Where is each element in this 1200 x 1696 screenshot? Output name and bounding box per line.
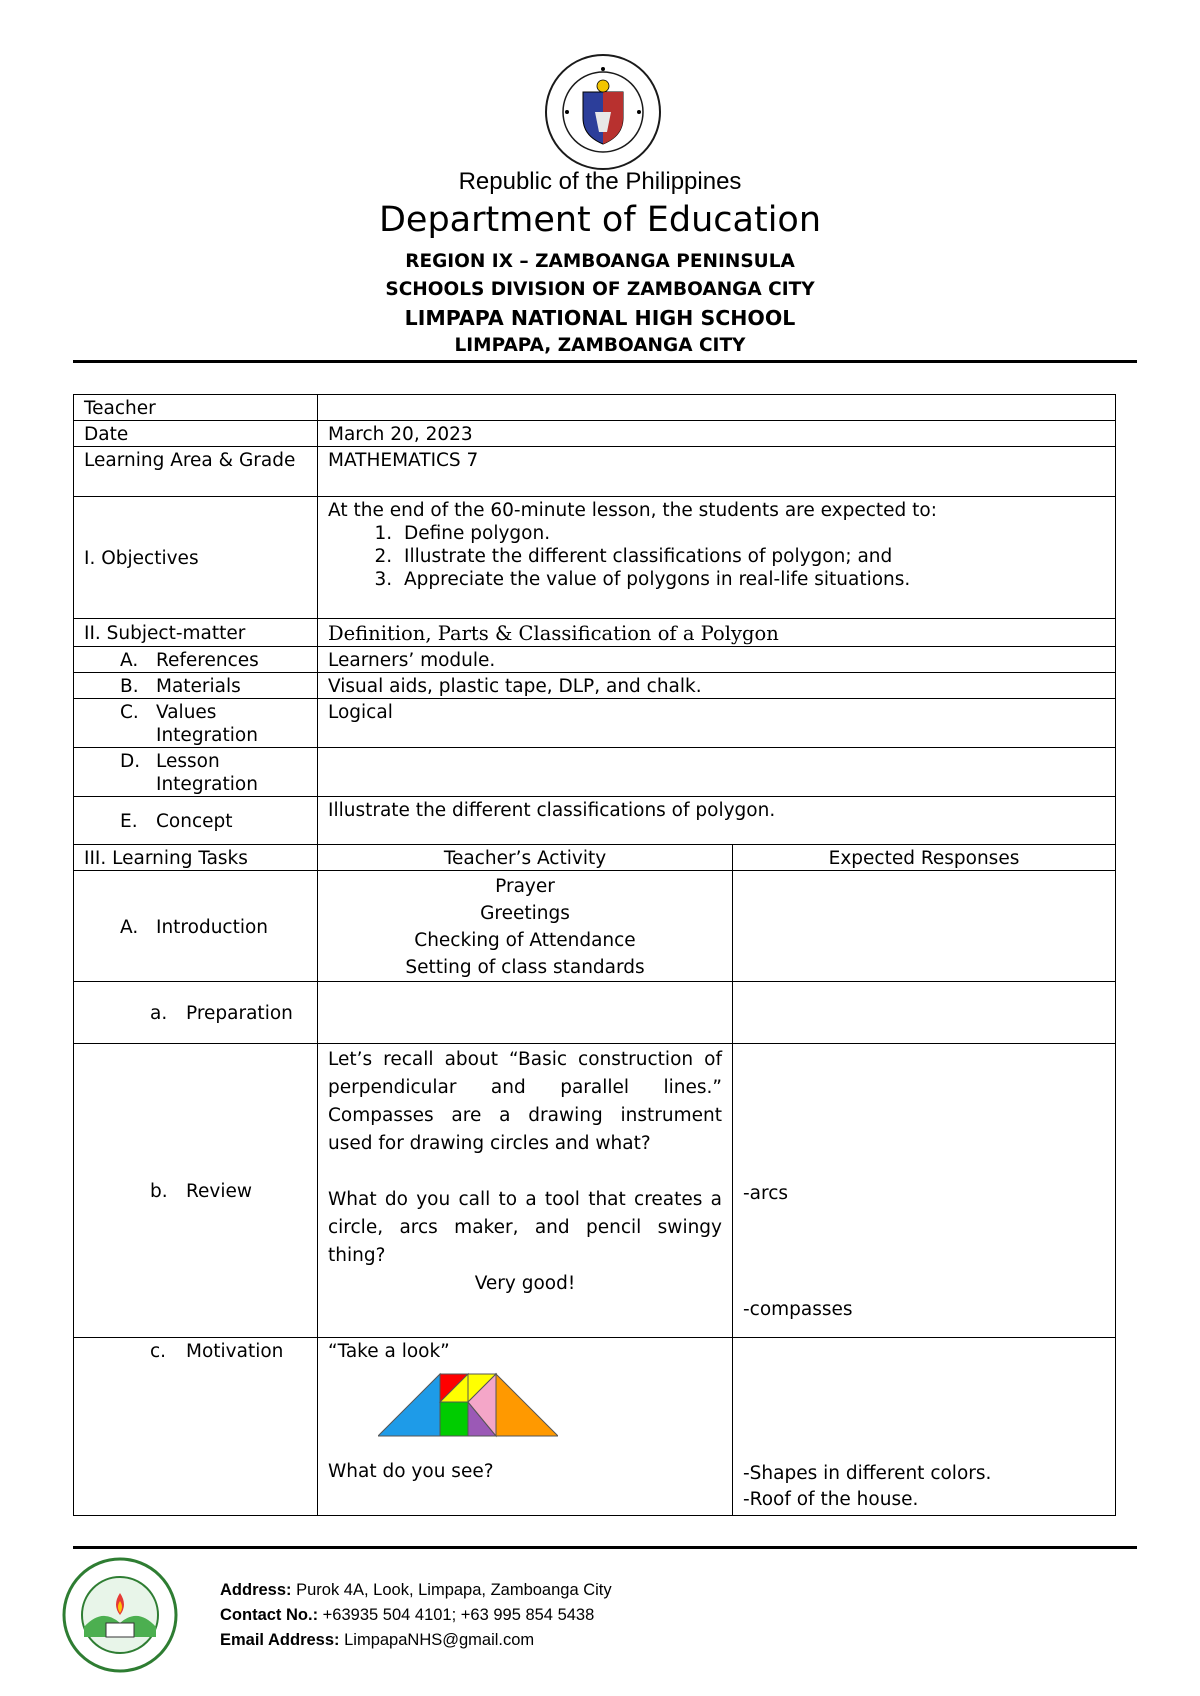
review-letter: b. <box>150 1181 168 1202</box>
lesson-int-letter: D. <box>120 751 141 772</box>
learning-tasks-label: III. Learning Tasks <box>74 845 318 871</box>
table-row <box>74 748 1116 797</box>
date-label: Date <box>74 421 318 447</box>
motivation-text: Motivation <box>186 1341 284 1362</box>
department-title: Department of Education <box>378 200 822 240</box>
region-line: REGION IX – ZAMBOANGA PENINSULA <box>405 251 795 272</box>
concept-text: Concept <box>156 811 233 832</box>
tangram-image <box>378 1372 558 1438</box>
list-item: 2. Illustrate the different classifications of polygon; and <box>398 545 1105 568</box>
lesson-int-text: Lesson Integration <box>156 751 258 795</box>
footer-address <box>220 1578 612 1603</box>
footer-email <box>220 1628 612 1653</box>
email-label: Email Address: <box>220 1631 340 1649</box>
table-row <box>74 619 1116 647</box>
activity-item: Setting of class standards <box>405 957 645 978</box>
republic-line: Republic of the Philippines <box>458 168 742 195</box>
email-value: LimpapaNHS@gmail.com <box>344 1631 535 1649</box>
review-text: Review <box>186 1181 253 1202</box>
list-item: 3. Appreciate the value of polygons in real-life situations. <box>398 568 1105 591</box>
introduction-responses <box>733 871 1116 982</box>
address-value: Purok 4A, Look, Limpapa, Zamboanga City <box>296 1581 612 1599</box>
references-label <box>74 647 318 673</box>
table-row <box>74 497 1116 619</box>
table-row <box>74 647 1116 673</box>
school-line: LIMPAPA NATIONAL HIGH SCHOOL <box>404 306 796 330</box>
references-text: References <box>156 650 259 671</box>
review-praise: Very good! <box>474 1273 576 1294</box>
table-row <box>74 871 1116 982</box>
values-integration-label <box>74 699 318 748</box>
review-label <box>74 1044 318 1338</box>
tangram-blue-triangle <box>378 1374 440 1436</box>
review-activity <box>318 1044 733 1338</box>
preparation-responses <box>733 982 1116 1044</box>
preparation-text: Preparation <box>186 1003 293 1024</box>
learning-area-label: Learning Area & Grade <box>74 447 318 497</box>
deped-seal <box>543 52 663 172</box>
introduction-letter: A. <box>120 916 139 938</box>
school-logo <box>62 1557 178 1673</box>
objectives-label: I. Objectives <box>74 497 318 619</box>
subject-matter-value: Definition, Parts & Classification of a Polygon <box>318 619 1116 647</box>
motivation-label <box>74 1338 318 1516</box>
values-letter: C. <box>120 702 139 723</box>
introduction-label <box>74 871 318 982</box>
table-row <box>74 673 1116 699</box>
tangram-green-square <box>440 1402 468 1436</box>
table-row <box>74 1044 1116 1338</box>
motivation-activity <box>318 1338 733 1516</box>
values-text: Values Integration <box>156 702 258 746</box>
review-response-2: -compasses <box>743 1299 853 1320</box>
table-row <box>74 797 1116 845</box>
materials-letter: B. <box>120 676 139 697</box>
materials-value: Visual aids, plastic tape, DLP, and chalk. <box>318 673 1116 699</box>
table-row <box>74 982 1116 1044</box>
teacher-value <box>318 395 1116 421</box>
lesson-integration-label <box>74 748 318 797</box>
division-line: SCHOOLS DIVISION OF ZAMBOANGA CITY <box>385 279 815 300</box>
preparation-activity <box>318 982 733 1044</box>
lesson-plan-table <box>73 394 1116 1516</box>
table-row <box>74 447 1116 497</box>
contact-label: Contact No.: <box>220 1606 319 1624</box>
objectives-intro: At the end of the 60-minute lesson, the students are expected to: <box>328 500 937 521</box>
footer-divider <box>73 1546 1137 1549</box>
materials-label <box>74 673 318 699</box>
review-paragraph-1: Let’s recall about “Basic construction of perpendicular and parallel lines.” Compasses are a drawing instrument used for drawing circles and what? <box>328 1049 722 1154</box>
table-row <box>74 845 1116 871</box>
motivation-letter: c. <box>150 1341 167 1362</box>
concept-value: Illustrate the different classifications of polygon. <box>318 797 1116 845</box>
motivation-response-2: -Roof of the house. <box>743 1489 919 1510</box>
table-row <box>74 421 1116 447</box>
objectives-cell <box>318 497 1116 619</box>
introduction-text: Introduction <box>156 916 269 938</box>
preparation-label <box>74 982 318 1044</box>
location-line: LIMPAPA, ZAMBOANGA CITY <box>454 335 746 356</box>
values-integration-value: Logical <box>318 699 1116 748</box>
concept-letter: E. <box>120 811 138 832</box>
motivation-response-1: -Shapes in different colors. <box>743 1463 992 1484</box>
activity-item: Greetings <box>480 903 570 924</box>
address-label: Address: <box>220 1581 292 1599</box>
activity-item: Checking of Attendance <box>414 930 636 951</box>
lesson-integration-value <box>318 748 1116 797</box>
activity-item: Prayer <box>495 876 555 897</box>
contact-value: +63935 504 4101; +63 995 854 5438 <box>322 1606 595 1624</box>
motivation-prompt: “Take a look” <box>328 1341 450 1362</box>
footer-contact-no <box>220 1603 612 1628</box>
references-value: Learners’ module. <box>318 647 1116 673</box>
subject-matter-label: II. Subject-matter <box>74 619 318 647</box>
table-row <box>74 1338 1116 1516</box>
expected-responses-header: Expected Responses <box>733 845 1116 871</box>
references-letter: A. <box>120 650 139 671</box>
table-row <box>74 699 1116 748</box>
date-value: March 20, 2023 <box>318 421 1116 447</box>
header-divider <box>73 360 1137 363</box>
learning-area-value: MATHEMATICS 7 <box>318 447 1116 497</box>
concept-label <box>74 797 318 845</box>
motivation-question: What do you see? <box>328 1461 494 1482</box>
motivation-responses <box>733 1338 1116 1516</box>
teacher-label: Teacher <box>74 395 318 421</box>
review-paragraph-2: What do you call to a tool that creates a circle, arcs maker, and pencil swingy thing? <box>328 1189 722 1266</box>
list-item: 1. Define polygon. <box>398 522 1105 545</box>
tangram-orange-triangle <box>496 1374 558 1436</box>
objectives-list <box>328 522 1105 591</box>
preparation-letter: a. <box>150 1003 168 1024</box>
review-response-1: -arcs <box>743 1183 789 1204</box>
table-row <box>74 395 1116 421</box>
materials-text: Materials <box>156 676 241 697</box>
teacher-activity-header: Teacher’s Activity <box>318 845 733 871</box>
review-responses <box>733 1044 1116 1338</box>
footer-contact <box>220 1578 612 1653</box>
introduction-activities <box>318 871 733 982</box>
